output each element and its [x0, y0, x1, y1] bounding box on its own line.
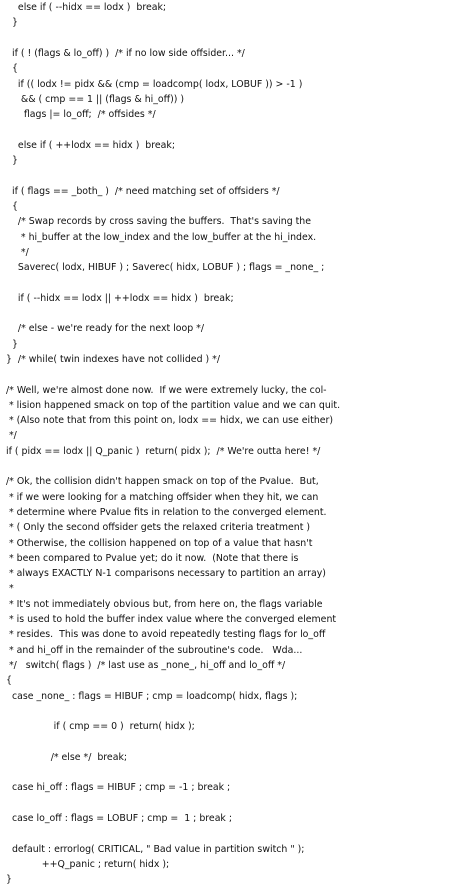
code-line: * It's not immediately obvious but, from here on, the flags variable — [6, 598, 323, 610]
code-line: * hi_buffer at the low_index and the low_buffer at the hi_index. — [6, 231, 317, 243]
code-line: * resides. This was done to avoid repeatedly testing flags for lo_off — [6, 629, 326, 641]
code-line: * is used to hold the buffer index value where the converged element — [6, 614, 337, 625]
code-line: * been compared to Pvalue yet; do it now. (Note that there is — [6, 552, 299, 564]
code-line: } /* while( twin indexes have not collided ) */ — [6, 353, 220, 365]
code-line: { — [6, 63, 18, 75]
code-line: * lision happened smack on top of the partition value and we can quit. — [6, 399, 341, 411]
code-line: * Otherwise, the collision happened on top of a value that hasn't — [6, 537, 313, 549]
code-line: { — [6, 200, 18, 212]
code-line: } — [6, 338, 18, 350]
code-line: * — [6, 583, 14, 595]
code-line: if ( pidx == lodx || Q_panic ) return( pidx ); /* We're outta here! */ — [6, 445, 321, 457]
code-line: } — [6, 874, 12, 886]
code-line: if ( ! (flags & lo_off) ) /* if no low side offsider... */ — [6, 47, 245, 59]
code-line: if ( --hidx == lodx || ++lodx == hidx ) break; — [6, 292, 234, 304]
code-line: default : errorlog( CRITICAL, " Bad value in partition switch " ); — [6, 843, 305, 855]
code-line: * if we were looking for a matching offsider when they hit, we can — [6, 491, 319, 503]
code-line: case hi_off : flags = HIBUF ; cmp = -1 ; break ; — [6, 782, 231, 794]
code-line: * (Also note that from this point on, lodx == hidx, we can use either) — [6, 415, 334, 427]
code-line: else if ( ++lodx == hidx ) break; — [6, 139, 176, 151]
code-line: */ switch( flags ) /* last use as _none_, hi_off and lo_off */ — [6, 659, 286, 671]
code-line: { — [6, 675, 12, 687]
code-line: /* Well, we're almost done now. If we were extremely lucky, the col- — [6, 384, 327, 396]
code-line: * always EXACTLY N-1 comparisons necessary to partition an array) — [6, 568, 326, 580]
code-line: && ( cmp == 1 || (flags & hi_off)) ) — [6, 93, 185, 105]
code-line: if ( cmp == 0 ) return( hidx ); — [6, 721, 195, 733]
code-line: * ( Only the second offsider gets the relaxed criteria treatment ) — [6, 522, 311, 534]
code-line: /* else */ break; — [6, 751, 128, 763]
code-line: */ — [6, 430, 17, 442]
code-line: * and hi_off in the remainder of the subroutine's code. Wda... — [6, 644, 303, 656]
code-line: /* else - we're ready for the next loop */ — [6, 323, 205, 335]
code-line: flags |= lo_off; /* offsides */ — [6, 109, 156, 121]
code-line: */ — [6, 246, 29, 258]
code-line: /* Ok, the collision didn't happen smack on top of the Pvalue. But, — [6, 476, 319, 488]
code-line: if ( flags == _both_ ) /* need matching set of offsiders */ — [6, 185, 280, 197]
code-line: /* Swap records by cross saving the buffers. That's saving the — [6, 216, 312, 228]
code-line: case lo_off : flags = LOBUF ; cmp = 1 ; break ; — [6, 812, 233, 824]
code-line: } — [6, 155, 18, 166]
code-line: } — [6, 17, 18, 29]
code-line: case _none_ : flags = HIBUF ; cmp = loadcomp( hidx, flags ); — [6, 690, 298, 702]
code-line: if (( lodx != pidx && (cmp = loadcomp( lodx, LOBUF )) > -1 ) — [6, 78, 303, 90]
code-line: else if ( --hidx == lodx ) break; — [6, 2, 167, 13]
code-line: Saverec( lodx, HIBUF ) ; Saverec( hidx, LOBUF ) ; flags = _none_ ; — [6, 262, 325, 274]
code-line: * determine where Pvalue fits in relation to the converged element. — [6, 506, 327, 518]
code-line: ++Q_panic ; return( hidx ); — [6, 858, 170, 870]
